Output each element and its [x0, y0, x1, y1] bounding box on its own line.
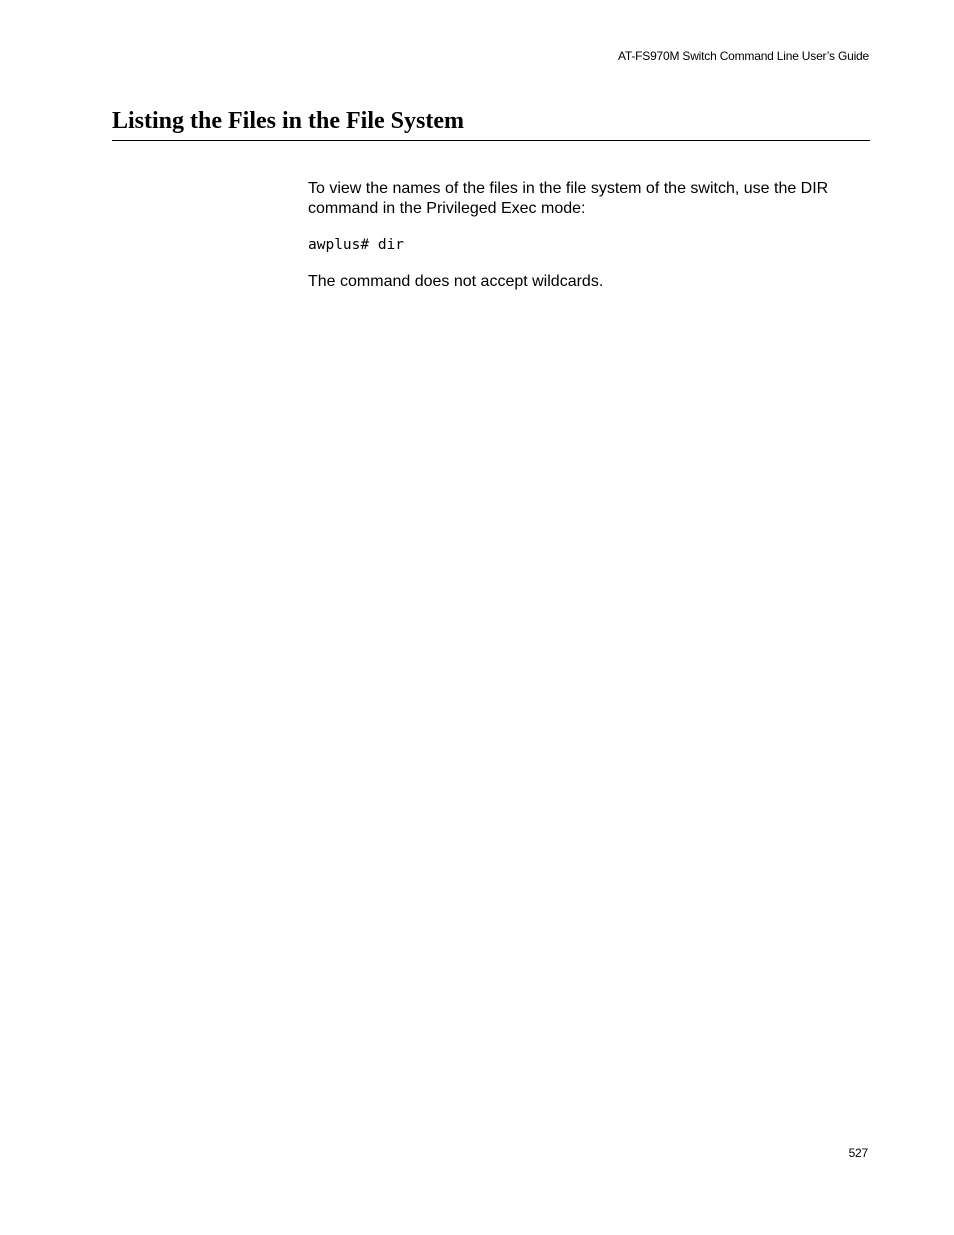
note-paragraph: The command does not accept wildcards.	[308, 273, 604, 290]
command-example: awplus# dir	[308, 237, 405, 253]
running-header: AT-FS970M Switch Command Line User’s Guide	[617, 49, 869, 63]
title-divider	[112, 140, 870, 141]
section-title: Listing the Files in the File System	[112, 108, 464, 134]
intro-paragraph: To view the names of the files in the file system of the switch, use the DIR command in the Privileged Exec mode:	[308, 180, 829, 217]
page-number: 527	[848, 1146, 868, 1160]
